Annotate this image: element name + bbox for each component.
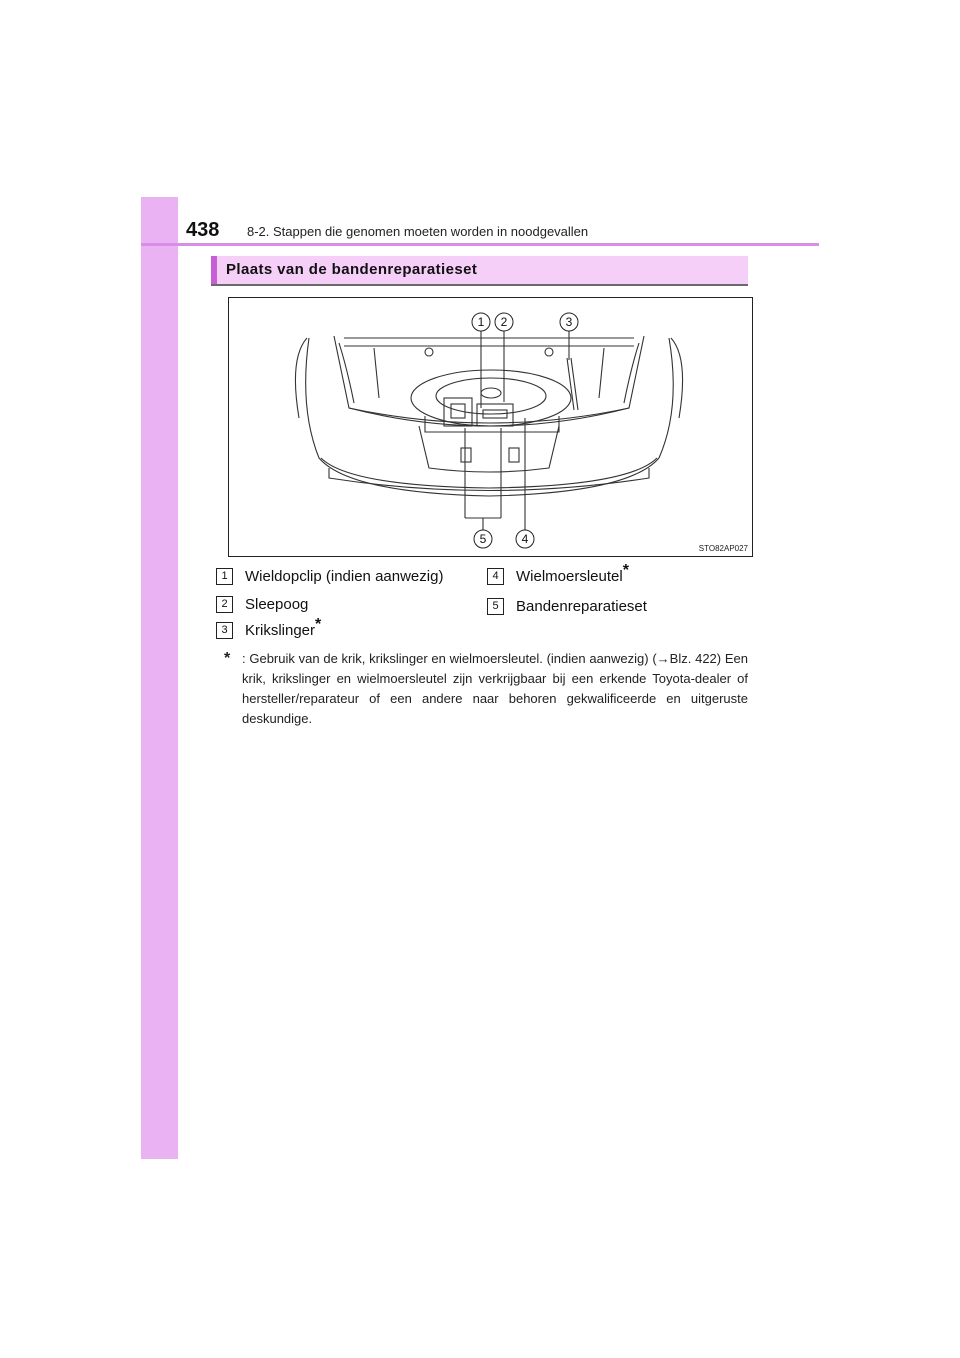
chapter-sidebar-tab — [141, 197, 178, 1159]
section-heading — [211, 256, 748, 286]
callout-5: 5 — [479, 532, 487, 546]
legend-number-5: 5 — [487, 598, 504, 615]
legend-number-3: 3 — [216, 622, 233, 639]
section-accent — [211, 256, 217, 284]
legend-label-3 — [245, 616, 322, 639]
legend-label-4-text: Wielmoersleutel — [516, 568, 623, 585]
callout-4: 4 — [521, 532, 529, 546]
legend-number-1: 1 — [216, 568, 233, 585]
legend-label-1: Wieldopclip (indien aanwezig) — [245, 568, 444, 585]
figure-code: STO82AP027 — [698, 544, 748, 553]
page-number: 438 — [186, 219, 220, 241]
legend-number-4: 4 — [487, 568, 504, 585]
legend-number-2: 2 — [216, 596, 233, 613]
footnote — [224, 649, 748, 729]
legend-label-2: Sleepoog — [245, 596, 309, 613]
legend-item-4 — [487, 562, 629, 585]
trunk-illustration — [228, 297, 753, 557]
legend-item-2 — [216, 596, 308, 613]
running-head: 8-2. Stappen die genomen moeten worden in noodgevallen — [247, 224, 589, 239]
section-title: Plaats van de bandenreparatieset — [226, 261, 478, 278]
header-rule — [141, 243, 819, 246]
callout-2: 2 — [500, 315, 508, 329]
callout-3: 3 — [565, 315, 573, 329]
footnote-text: : Gebruik van de krik, krikslinger en wielmoersleutel. (indien aanwezig) (→Blz. 422) Een krik, krikslinger en wielmoersleutel zijn verkrijgbaar bij een erkende Toyota-dealer of hersteller/reparateur of een andere naar behoren gekwalificeerde en uitgeruste deskundige. — [242, 651, 748, 726]
footnote-mark: * — [224, 650, 231, 667]
legend-item-5 — [487, 598, 647, 615]
legend-item-1 — [216, 568, 443, 585]
legend-item-3 — [216, 616, 322, 639]
legend-label-3-text: Krikslinger — [245, 622, 316, 639]
footnote-star-icon: * — [622, 562, 629, 579]
footnote-star-icon: * — [315, 616, 322, 633]
legend-label-4 — [516, 562, 629, 585]
trunk-drawing — [229, 298, 752, 556]
callout-1: 1 — [477, 315, 485, 329]
legend-label-5: Bandenreparatieset — [516, 598, 647, 615]
